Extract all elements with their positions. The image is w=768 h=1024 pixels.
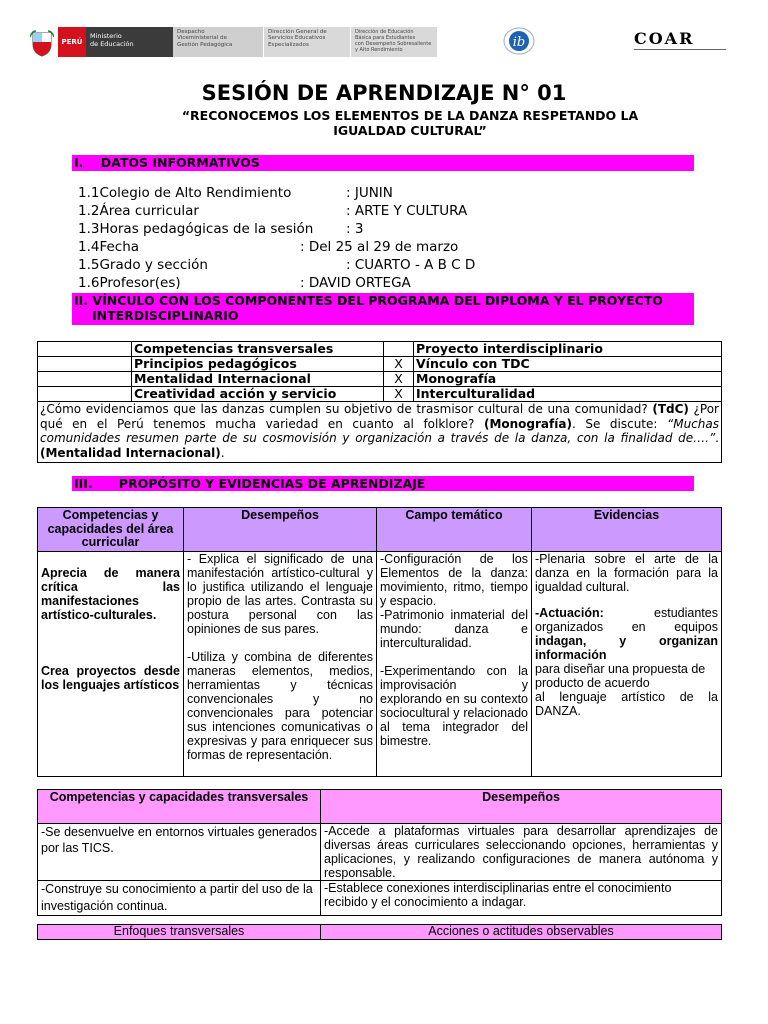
direccion-general-line: Especializados	[268, 41, 309, 48]
column-header: Competencias y capacidades transversales	[38, 790, 321, 824]
campo-1: -Configuración de los Elementos de la danza: movimiento, ritmo, tiempo y espacio.	[380, 551, 528, 608]
evidencia-2-tail: para diseñar una propuesta de producto de acuerdo	[535, 661, 706, 690]
direccion-general-logo	[264, 27, 350, 57]
table-cell: Principios pedagógicos	[132, 357, 384, 372]
desempeno-transversal: -Accede a plataformas virtuales para desarrollar aprendizajes de diversas áreas curriculares seleccionando opciones, herramientas y aplicaciones, y realizando configuraciones de manera autónoma y responsable.	[321, 824, 722, 881]
table-row	[38, 551, 722, 776]
check-mark: X	[384, 357, 414, 372]
proposito-table	[37, 507, 722, 777]
table-row	[38, 881, 722, 916]
column-header: Desempeños	[321, 790, 722, 824]
despacho-logo	[173, 27, 263, 57]
section-heading-proposito: III. PROPÓSITO Y EVIDENCIAS DE APRENDIZAJE	[72, 476, 694, 491]
evidencia-2	[535, 606, 718, 662]
question-2: ¿Por qué en el Perú tenemos mucha variedad en cuanto al folklore?	[40, 402, 719, 431]
table-cell: Creatividad acción y servicio	[132, 387, 384, 402]
dato-value: : JUNIN	[346, 185, 393, 201]
check-mark	[384, 342, 414, 357]
table-row	[38, 357, 722, 372]
evidencia-1: -Plenaria sobre el arte de la danza en la formación para la igualdad cultural.	[535, 551, 718, 594]
table-cell: Interculturalidad	[414, 387, 722, 402]
evidencia-2-tail2: al lenguaje artístico de la DANZA.	[535, 689, 718, 718]
desempeno-transversal: -Establece conexiones interdisciplinarias entre el conocimiento recibido y el conocimiento a indagar.	[321, 881, 722, 916]
question-3: “Muchas comunidades resumen parte de su cosmovisión y organización a través de la danza, con la finalidad de….”	[40, 416, 719, 445]
table-header-row	[38, 790, 722, 824]
page-subtitle: “RECONOCEMOS LOS ELEMENTOS DE LA DANZA RESPETANDO LA IGUALDAD CULTURAL”	[181, 108, 639, 138]
peru-label: PERÚ	[58, 27, 86, 57]
section-heading-datos: I. DATOS INFORMATIVOS	[72, 155, 694, 171]
campo-3: -Experimentando con la improvisación y explorando en su contexto sociocultural y relacionado al tema integrador del bimestre.	[380, 663, 528, 748]
table-cell: Monografía	[414, 372, 722, 387]
page-title: SESIÓN DE APRENDIZAJE N° 01	[201, 81, 567, 105]
dato-label: 1.6Profesor(es)	[78, 275, 181, 291]
ministerio-line: de Educación	[90, 40, 134, 48]
desempeno-2: -Utiliza y combina de diferentes maneras elementos, medios, herramientas y técnicas convencionales y no convencionales para potenciar sus intenciones comunicativas o expresivas y para enriquecer sus formas de representación.	[187, 649, 373, 762]
vinculo-questions	[38, 402, 722, 463]
dato-value: : CUARTO - A B C D	[346, 257, 476, 273]
dato-value: : DAVID ORTEGA	[300, 275, 411, 291]
column-header: Enfoques transversales	[38, 925, 321, 940]
table-cell: Competencias transversales	[132, 342, 384, 357]
question-3-sep: .	[715, 431, 719, 445]
column-header: Desempeños	[184, 508, 377, 552]
check-mark: X	[384, 372, 414, 387]
despacho-line: Viceministerial de	[177, 35, 228, 42]
table-row	[38, 824, 722, 881]
header-logos	[28, 27, 728, 59]
competencia-transversal: -Construye su conocimiento a partir del uso de la investigación continua.	[38, 881, 321, 916]
coar-logo: COAR	[634, 29, 695, 48]
dato-label: 1.5Grado y sección	[78, 257, 208, 273]
table-cell: Vínculo con TDC	[414, 357, 722, 372]
evidencia-2-text: estudiantes organizados en equipos	[535, 605, 718, 634]
campo-tematico-cell	[377, 551, 532, 776]
table-header-row	[38, 508, 722, 552]
competencia-2: Crea proyectos desde los lenguajes artísticos	[41, 663, 180, 692]
despacho-line: Despacho	[177, 29, 205, 35]
tdc-tag: (TdC)	[652, 402, 689, 416]
actuacion-label: -Actuación:	[535, 605, 604, 620]
direccion-basica-line: con Desempeño Sobresaliente	[355, 41, 432, 47]
direccion-general-line: Dirección General de	[268, 29, 327, 35]
table-cell: Proyecto interdisciplinario	[414, 342, 722, 357]
competencias-cell	[38, 551, 184, 776]
table-row	[38, 387, 722, 402]
direccion-basica-logo	[351, 27, 437, 57]
ministerio-line: Ministerio	[90, 32, 122, 40]
direccion-basica-line: y Alto Rendimiento	[355, 47, 403, 53]
desempenos-cell	[184, 551, 377, 776]
question-3-end: .	[220, 445, 225, 460]
dato-value: : Del 25 al 29 de marzo	[300, 239, 459, 255]
coar-logo-underline	[634, 49, 726, 51]
competencia-transversal: -Se desenvuelve en entornos virtuales generados por las TICS.	[38, 824, 321, 881]
mentalidad-tag: (Mentalidad Internacional)	[40, 445, 221, 460]
dato-label: 1.3Horas pedagógicas de la sesión	[78, 221, 314, 237]
column-header: Acciones o actitudes observables	[321, 925, 722, 940]
ib-logo-icon	[502, 27, 536, 55]
dato-label: 1.2Área curricular	[78, 203, 199, 219]
monografia-tag: (Monografía)	[483, 416, 572, 431]
question-2-end: . Se discute:	[571, 416, 658, 431]
desempeno-1: - Explica el significado de una manifestación artístico-cultural y lo justifica utilizando el lenguaje propio de las artes. Contrasta su postura personal con las opiniones de sus pares.	[187, 551, 373, 636]
evidencia-2-bold: indagan, y organizan información	[535, 633, 718, 662]
vinculo-table	[37, 341, 722, 463]
transversales-table	[37, 789, 722, 916]
ib-logo-text: ib	[512, 35, 526, 50]
table-row	[38, 402, 722, 463]
direccion-general-line: Servicios Educativos	[268, 35, 326, 42]
dato-label: 1.4Fecha	[78, 239, 140, 255]
evidencias-cell	[532, 551, 722, 776]
dato-label: 1.1Colegio de Alto Rendimiento	[78, 185, 292, 201]
section-heading-vinculo: II. VÍNCULO CON LOS COMPONENTES DEL PROGRAMA DEL DIPLOMA Y EL PROYECTO INTERDISCIPLINARIO	[72, 293, 694, 325]
table-header-row	[38, 925, 722, 940]
dato-value: : 3	[346, 221, 364, 237]
campo-2: -Patrimonio inmaterial del mundo: danza e interculturalidad.	[380, 607, 528, 650]
question-1: ¿Cómo evidenciamos que las danzas cumplen su objetivo de trasmisor cultural de una comunidad?	[40, 402, 648, 416]
table-cell: Mentalidad Internacional	[132, 372, 384, 387]
enfoques-table	[37, 924, 722, 940]
peru-shield-icon	[30, 29, 54, 57]
dato-value: : ARTE Y CULTURA	[346, 203, 468, 219]
despacho-line: Gestión Pedagógica	[177, 41, 233, 48]
direccion-basica-line: Dirección de Educación	[355, 29, 414, 35]
column-header: Campo temático	[377, 508, 532, 552]
column-header: Evidencias	[532, 508, 722, 552]
direccion-basica-line: Básica para Estudiantes	[355, 35, 416, 41]
column-header: Competencias y capacidades del área curricular	[38, 508, 184, 552]
check-mark: X	[384, 387, 414, 402]
table-row	[38, 342, 722, 357]
table-row	[38, 372, 722, 387]
competencia-1: Aprecia de manera crítica las manifestaciones artístico-culturales.	[41, 565, 180, 622]
